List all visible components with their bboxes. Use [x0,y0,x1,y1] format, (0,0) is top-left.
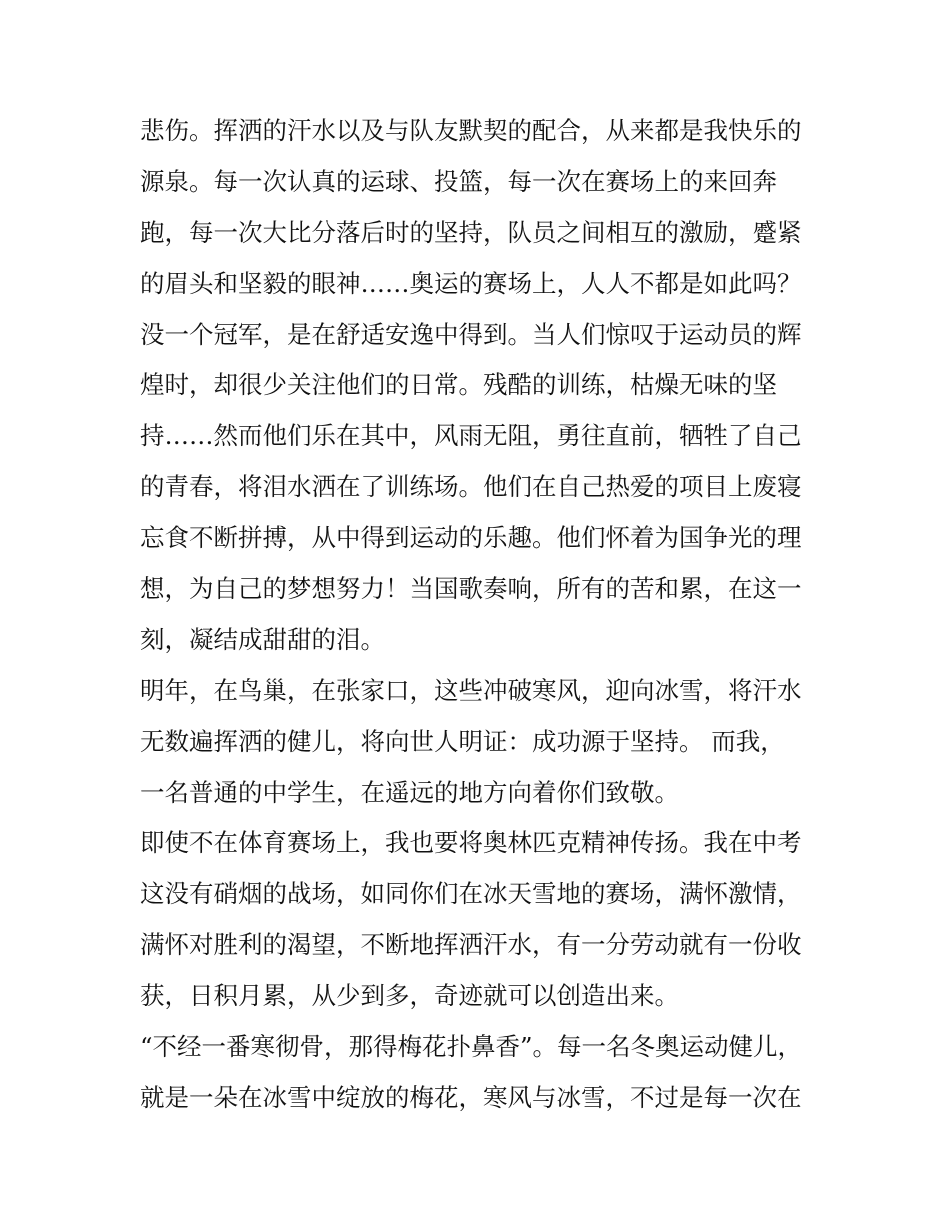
text-line: 悲伤。挥洒的汗水以及与队友默契的配合，从来都是我快乐的 [140,116,802,145]
text-line: 的青春，将泪水洒在了训练场。他们在自己热爱的项目上废寝 [140,472,802,502]
text-line: 这没有硝烟的战场，如同你们在冰天雪地的赛场，满怀激情， [140,879,802,909]
text-line: 明年，在鸟巢，在张家口，这些冲破寒风，迎向冰雪，将汗水 [140,675,802,705]
text-line: 即使不在体育赛场上，我也要将奥林匹克精神传扬。我在中考 [140,828,802,858]
essay-text-block [140,106,830,1124]
text-line: 就是一朵在冰雪中绽放的梅花，寒风与冰雪，不过是每一次在 [140,1082,802,1112]
text-line: 跑，每一次大比分落后时的坚持，队员之间相互的激励，蹙紧 [140,217,802,247]
text-line: 想，为自己的梦想努力！当国歌奏响，所有的苦和累，在这一 [140,574,802,604]
text-line: 持……然而他们乐在其中，风雨无阻，勇往直前，牺牲了自己 [140,421,802,451]
text-line: 无数遍挥洒的健儿，将向世人明证：成功源于坚持。 而我， [140,726,785,756]
text-line: 一名普通的中学生，在遥远的地方向着你们致敬。 [140,777,679,807]
text-line: 获，日积月累，从少到多，奇迹就可以创造出来。 [140,981,679,1011]
text-line: 没一个冠军，是在舒适安逸中得到。当人们惊叹于运动员的辉 [140,319,802,349]
text-line: 煌时，却很少关注他们的日常。残酷的训练，枯燥无味的坚 [140,370,777,400]
text-line: 的眉头和坚毅的眼神……奥运的赛场上，人人不都是如此吗？ [140,268,802,298]
text-line: “不经一番寒彻骨，那得梅花扑鼻香”。每一名冬奥运动健儿， [140,1032,803,1062]
text-line: 刻，凝结成甜甜的泪。 [140,624,385,654]
text-line: 源泉。每一次认真的运球、投篮，每一次在赛场上的来回奔 [140,166,777,196]
text-line: 满怀对胜利的渴望，不断地挥洒汗水，有一分劳动就有一份收 [140,930,802,960]
text-line: 忘食不断拼搏，从中得到运动的乐趣。他们怀着为国争光的理 [140,523,802,553]
